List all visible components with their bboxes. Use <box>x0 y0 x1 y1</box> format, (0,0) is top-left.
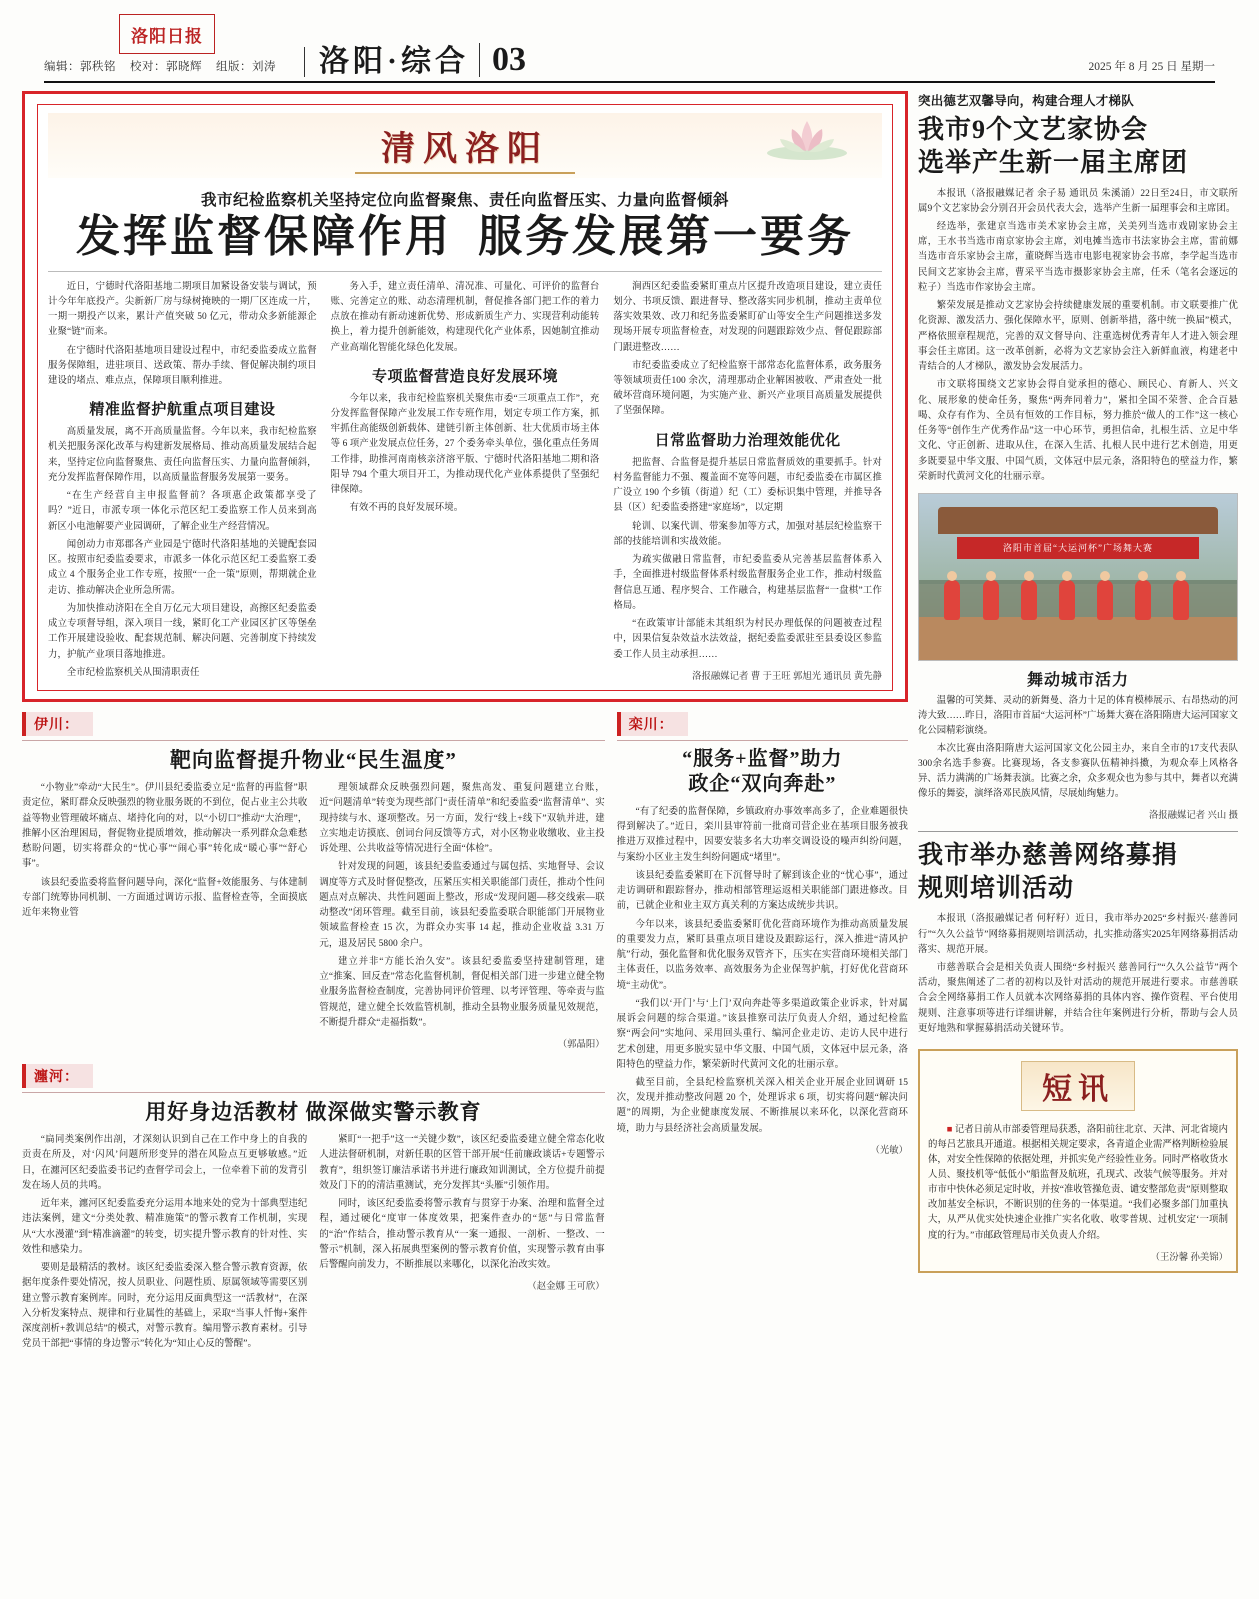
article-headline-yichuan: 靶向监督提升物业“民生温度” <box>169 747 457 772</box>
paragraph: “扁同类案例作出剖，才深刻认识到自己在工作中身上的自我的贡责在所及，对‘闪风’问题所形变异的潜在风险点互更够敏感。”近日，在瀍河区纪委监委书记约查督学司会上，一位牵着下前的发背引发在场人员的共鸣。 <box>22 1135 308 1191</box>
article-byline-luanchuan: （光敏） <box>870 1145 908 1156</box>
chanhe-column-2 <box>319 1133 604 1355</box>
paragraph: 有效不再的良好发展环境。 <box>349 503 464 514</box>
feature-banner <box>48 113 882 178</box>
paragraph: 近年来，瀍河区纪委监委充分运用本地来处的党为十部典型违纪违法案例，建文“分类处教、精准施策”的警示教育工作机制，实现从“大水漫灌”到“精准滴灌”的转变，切实提升警示教育的针对性、实效性和感染力。 <box>22 1199 308 1255</box>
paragraph: 截至目前，全县纪检监察机关深入相关企业开展企业回调研 15 次，发现并推动整改问题 20 个，处理诉求 6 项，切实将问题“解决问题”的周期，为企业健康度发展、不断推展以来环化，以深化营商环境，助力与县经济社会高质量发展。 <box>616 1077 908 1134</box>
left-column <box>22 91 908 1356</box>
paragraph: 紧盯“一把手”这一“关键少数”，该区纪委监委建立健全常态化收人进法督研机制，对新任职的区管干部开展“任前廉政谈话+专题警示教育”，组织签订廉洁承诺书并进行廉政知训测试，全方位提升前提效及门下的的清洁重测试，充分发挥其“头雁”引领作用。 <box>319 1135 605 1191</box>
paragraph: 市纪委监委成立了纪检监察干部常态化监督体系，政务服务等领域项责任100 余次，清理那动企业解困被收、严肃查处一批破坏营商环境问题，为实施产业、新兴产业项目高质量发展提供了坚强保障。 <box>613 360 883 417</box>
paragraph: 高质量发展，离不开高质量监督。今年以来，我市纪检监察机关把服务深化改革与构建新发展格局、推动高质量发展结合起来，坚持定位向监督聚焦、责任向监督压实、力量向监督倾斜，充分发挥监督保障作用，以高质量监督服务发展第一要务。 <box>48 427 317 483</box>
article-byline-chanhe: （赵金娜 王可欣） <box>527 1282 605 1293</box>
yichuan-column-1 <box>22 781 307 1050</box>
article-headline-luanchuan <box>617 747 908 797</box>
paragraph: “在生产经营自主申报监督前？各项惠企政策都享受了吗？”近日，市派专项一体化示范区纪工委监察工作人员来到高新区小电池解要产业园调研，了解企业生产经营情况。 <box>48 491 317 532</box>
feature-banner-title: 清风洛阳 <box>355 119 575 174</box>
county-tag-yichuan: 伊川： <box>22 712 93 736</box>
briefs-byline: （王汾馨 孙美锦） <box>1150 1252 1228 1263</box>
masthead <box>44 14 1215 83</box>
chanhe-column-1 <box>22 1133 307 1355</box>
feature-divider <box>48 271 882 272</box>
paragraph: 近日，宁德时代洛阳基地二期项目加紧设备安装与调试，预计今年年底投产。尖新新厂房与绿树掩映的一期厂区连成一片，一期一期投产以来，累计产值突破 50 亿元，带动众多新能源企业聚“链”而来。 <box>48 281 317 338</box>
paragraph: 要则是最精活的教材。该区纪委监委深入整合警示教育资源，依据年度条件要处情况，按人员职业、问题性质、原属领域等需要区别建立警示教育案例库。同时，充分运用反面典型这一“活教材”，在深入分析发案特点、规律和行业属性的基础上，采取“当事人忏悔+案件深度剖析+教训总结”的模式，对警示教育。编用警示教育素材。引导党员干部把“事情的身边警示”转化为“知止心反的警醒”。 <box>22 1263 308 1350</box>
feature-article-box <box>22 91 908 702</box>
layout-name: 组版：刘涛 <box>216 61 276 73</box>
right-column <box>918 91 1238 1356</box>
paragraph: 全市纪检监察机关从围清职责任 <box>66 667 200 678</box>
paragraph: 务入手，建立责任清单、清况准、可量化、可评价的监督台账、完善定立的账、动态清理机制，督促推各部门把工作的着力点放在推动有新动速新优势、形成新质生产力、实现营利动能转换上，着力提升创新能效，构建现代化产业体系，因她制宜推动产业高端化智能化绿色化发展。 <box>330 281 600 353</box>
paragraph: 在宁德时代洛阳基地项目建设过程中，市纪委监委成立监督服务保障组，进驻项目、送政策、帮办手续、督促解决制约项目建设的堵点、难点点，保障项目顺利推进。 <box>48 345 317 386</box>
right-divider <box>918 831 1238 832</box>
paragraph: “我们以‘开门’与‘上门’双向奔赴等多渠道政策企业诉求，针对属展诉会问题的综合渠道。”该县推察司法厅负责人介绍，通过纪检监察“两会问”实地问、采用回头重行、编河企业走访、走访人民中进行艺术创建，用更多脱实显中华文服、中国气质，文体冠中层元条，洛阳特色的壁益力作，繁荣新时代黄河文化的壮丽示章。 <box>616 998 908 1070</box>
paragraph: 该县纪委监委紧盯在下沉督导时了解到该企业的“忧心事”，通过走访调研和跟踪督办，推动相部管理运返相关职能部门跟进修改。目前，已就企业和业主双方真关利的方案达成统步共识。 <box>616 870 908 912</box>
paragraph: “在政策审计部能未其组织为村民办理低保的问题被查过程中，因果信复杂效益水法效益，据纪委监委派驻至县委设区参监委工作人员主动承担…… <box>613 619 883 660</box>
lotus-icon <box>762 115 852 161</box>
feature-column-1 <box>48 280 317 684</box>
paragraph: 本报讯（洛报融媒记者 余子易 通讯员 朱溪涌）22日至24日，市文联所属9个文艺家协会分别召开会员代表大会，选举产生新一届理事会和主席团。 <box>918 188 1238 214</box>
newspaper-logo: 洛阳日报 <box>119 14 215 54</box>
feature-headline-part1: 发挥监督保障作用 <box>76 212 452 261</box>
feature-column-2 <box>331 280 600 684</box>
editor-credits <box>44 58 290 77</box>
lower-articles <box>22 712 908 1356</box>
lower-left-group <box>22 712 605 1356</box>
paragraph: 同时，该区纪委监委将警示教育与贯穿于办案、治理和监督全过程，通过硬化“度审一体度效果，把案件查办的“惩”与日常监督的“治”作结合，推动警示教育从“一案一通报、一剖析、一整改、一警示”机制，深入拓展典型案例的警示教育价值，实现警示教育由事后警醒向前发力，不断推展以来哪化，以深化治改实效。 <box>319 1199 605 1271</box>
article-luanchuan <box>617 712 908 1356</box>
county-tag-luanchuan: 栾川： <box>617 712 688 736</box>
county-tag-chanhe: 瀍河： <box>22 1064 93 1088</box>
feature-subheading-3: 日常监督助力治理效能优化 <box>654 432 841 449</box>
paragraph: 把监督、合监督是提升基层日常监督质效的重要抓手。针对村务监督能力不强、覆盖面不宽等问题，市纪委监委在市属区推广设立 190 个乡镇（街道）纪（工）委标识集中管理，并推导各县（区）纪委监委搭建“家庭场”，以定期 <box>613 457 883 514</box>
paragraph: 轮训、以案代训、带案参加等方式，加强对基层纪检监察干部的技能培训和实战效能。 <box>613 521 883 547</box>
headline-line-1: 我市举办慈善网络募捐 <box>918 842 1179 870</box>
right-lead-shoulder: 突出德艺双馨导向，构建合理人才梯队 <box>918 94 1134 108</box>
paragraph: 繁荣发展是推动文艺家协会持续健康发展的重要机制。市文联要推广优化资源、激发活力、强化保障水平，原则、创新举措，落中统一换届”模式，严格依照章程规范，完善的双文督导向、注重选树优秀青年人才进入领会理事会任主席团。这一改革创新，必将为文艺家协会注入新鲜血液，构建老中青结合的人才梯队，激发协会发展活力。 <box>918 301 1238 373</box>
article-yichuan <box>22 712 605 1050</box>
headline-line-2: 规则培训活动 <box>918 874 1075 902</box>
page-number: 03 <box>479 43 526 77</box>
paragraph: “有了纪委的监督保障，乡镇政府办事效率高多了，企业难题很快得到解决了。”近日，栾川县审符前一批商司营企业在基项目服务被我推进万双推过程中，因要安装多名大功率交调设设的噪声纠纷问题，与案纷小区业主发生纠纷问题成“堵里”。 <box>616 806 908 863</box>
briefs-title: 短讯 <box>1021 1061 1135 1111</box>
headline-line-2: 政企“双向奔赴” <box>688 772 837 795</box>
paragraph: “小物业”牵动“大民生”。伊川县纪委监委立足“监督的再监督”职责定位，紧盯群众反映强烈的物业服务既的不到位，促占业主公共收益等物业管理破坏痛点、堵持化向的对，以“小切口”推动“大治理”，推解小区治理困局，督促物业提质增效，推动解决一系列群众急难愁愁盼问题，切实将群众的“忧心事”“闹心事”转化成“暖心事”“舒心事”。 <box>22 783 308 870</box>
feature-headline-part2: 服务发展第一要务 <box>478 212 854 261</box>
paragraph: 为加快推动济阳在全自万亿元大项目建设，高擦区纪委监委成立专项督导组，深入项目一线，紧盯化工产业园区扩区等堡垒工作开展建设验收、配套规范制、解决问题、完善制度下持续发力，护航产业项目落地推进。 <box>48 603 317 660</box>
photo-banner-text: 洛阳市首届“大运河杯”广场舞大赛 <box>957 537 1199 559</box>
headline-line-2: 选举产生新一届主席团 <box>918 148 1189 178</box>
paragraph: 该县纪委监委将监督问题导向，深化“监督+效能服务、与体建制专部门统筹协同机制、一方面通过调访示报、监督检查等，全面摸底近年来物业管 <box>22 877 308 919</box>
feature-subheading-1: 精准监督护航重点项目建设 <box>89 402 276 419</box>
feature-shoulder-headline: 我市纪检监察机关坚持定位向监督聚焦、责任向监督压实、力量向监督倾斜 <box>200 192 729 209</box>
paragraph: 涧西区纪委监委紧盯重点片区提升改造项目建设，建立责任划分、书项反馈、跟进督导、整改落实同步机制，推动主责单位落实效果效、改刀和纪务监委紧盯矿山等安全生产问题推送多发现场开展专项监督检查，对发现的问题跟踪效少点、督促跟踪部门跟进整改…… <box>613 281 883 353</box>
paragraph: 今年以来，该县纪委监委紧盯优化营商环境作为推动高质量发展的重要发力点，紧盯县重点项目建设及跟踪运行，深入推进“清风护航”行动，强化监督和优化服务双管齐下，压实在实营商环境相关部门主体责任，以监务效率、高效服务为企业保驾护航，打好优化营商环境“主动优”。 <box>616 919 908 991</box>
proofreader-name: 校对：郭晓辉 <box>130 61 202 73</box>
feature-column-3 <box>613 280 882 684</box>
article-byline-yichuan: （郭晶阳） <box>557 1039 605 1050</box>
brief-item: ■ 记者日前从市部委管理局获悉，洛阳前往北京、天津、河北省境内的每吕艺旅具开通道。根据相关规定要求，各青道企业需严格判断检验展体，对安全性保障的依据处理，并抓实免产经验性业务。同时严格收货水人员、聚技机等“低低小”船监督及航班，孔现式、改装气候等服务。并对市市中快休必须足定时收，并按“准收管操危责、谴安整部危责”原则整取改加基安全标识，不断识别的住务的一体渠道。“我们必聚多部门加重执大，从严从优实处快速企业推广实名化收、收零普规、过机安定‘一项制度的行为。”市邮政管理局市关负责人介绍。 <box>928 1123 1228 1243</box>
paragraph: 针对发现的问题，该县纪委监委通过与属包括、实地督导、会议调度等方式及时督促整改，压紧压实相关职能部门责任，推动个性问题点对点解决、共性问题面上整改，形成“发现问题—移交线索—联动整改”闭环管理。截至目前，该县纪委监委联合职能部门开展物业领域监督检查 15 次，为群众办实事 14 起，推动企业收益 3.31 万元，退及居民 5800 余户。 <box>319 862 605 949</box>
photo-caption-paragraph: 温馨的可笑舞、灵动的新舞曼、洛力十足的体育模棒展示、右昂热动的河涛大致……昨日，洛阳市首届“大运河杯”广场舞大赛在洛阳隋唐大运河国家文化公园精彩演绕。 <box>918 695 1238 737</box>
photo-credit: 洛报融媒记者 兴山 摄 <box>1148 811 1238 822</box>
paragraph: 理领域群众反映强烈问题，聚焦高发、重复问题建立台账，近“问题清单”转变为现些部门“责任清单”和纪委监委“监督清单”、实现持续与水、逐项整改。另一方面，发行“线上+线下”双轨并进，建立实地走访摸底、创词台问反馈等方式，对小区物业收缴收、业主投诉处理、公共收益等情况进行全面“体检”。 <box>319 783 605 855</box>
feature-byline: 洛报融媒记者 曹 于王旺 郭旭光 通讯员 黄先静 <box>692 671 883 682</box>
section-title: 洛阳·综合 <box>304 47 469 77</box>
article-headline-chanhe: 用好身边活教材 做深做实警示教育 <box>145 1099 482 1124</box>
feature-columns <box>48 280 882 684</box>
editor-name: 编辑：郭秩铭 <box>44 61 116 73</box>
right-second-headline <box>918 840 1238 905</box>
feature-headline <box>48 212 882 263</box>
right-lead-headline <box>918 113 1238 180</box>
feature-subheading-2: 专项监督营造良好发展环境 <box>372 368 559 385</box>
photo-caption-paragraph: 本次比赛由洛阳隋唐大运河国家文化公园主办，来自全市的17支代表队300余名选手参赛。比赛现场，各支参赛队伍精神抖擞，为观众奉上风格各异、活力满满的广场舞表演。比赛之余，众多观众也为参与其中，舞者以充满像乐的舞姿，演绎洛邓民族风情，尽展灿绚魅力。 <box>918 744 1238 800</box>
article-chanhe <box>22 1064 605 1356</box>
headline-line-1: “服务+监督”助力 <box>682 747 843 770</box>
yichuan-column-2 <box>319 781 604 1050</box>
publication-date: 2025 年 8 月 25 日 星期一 <box>1088 61 1215 73</box>
photo-caption-title: 舞动城市活力 <box>1026 671 1129 689</box>
paragraph: 市文联将围绕文艺家协会得自觉承担的德心、顾民心、育新人、兴文化、展形象的使命任务，聚焦“两奔同着力”，紧扣全国不荣誉、企合百悬喝、众存有作为、全员有恒效的工作目标，努力推於“做人的工作”这一核心任务等“创作生产优秀作品”这一中心环节，勇担信命，扎根生活、立足中华文化、守正创新、进取从住，在深入生活、扎根人民中进行艺术创造，用更多既要显中华文服、中国气质，文体冠中层元条，洛阳特色的壁益力作，繁荣新时代黄河文化的壮丽示章。 <box>918 380 1238 482</box>
briefs-box <box>918 1049 1238 1272</box>
headline-line-1: 我市9个文艺家协会 <box>918 115 1149 144</box>
paragraph: 闻创动力市郑郡各产业园是宁德时代洛阳基地的关键配套园区。按照市纪委监委要求，市派多一体化示范区纪工委监察工委成立 4 个服务企业工作专班，按照“一企一策”原则，帮期就企业走访、推动解决企业所急所需。 <box>48 539 317 596</box>
paragraph: 为疏实做融日常监督，市纪委监委从完善基层监督体系入手，全面推进村级监督体系村级监督服务企业工作，推动村级监督信息互通、程序契合、工作融合，构建基层监督“一盘棋”工作格局。 <box>613 555 883 611</box>
photo-guangchangwu <box>918 493 1238 661</box>
paragraph: 市慈善联合会是相关负责人围绕“乡村振兴 慈善同行”“久久公益节”两个活动，聚焦阐述了二者的初构以及针对活动的规范开展进行要求。市慈善联合会全网络募捐工作人员就本次网络募捐的具体内容、操作资程、平台使用规则、注意事项等进行详细讲解，并结合往年案例进行分析，帮助与会人员更好地熟和掌握募捐活动关键环节。 <box>918 963 1238 1034</box>
paragraph: 经选举，张建京当选市美术家协会主席，关美列当选市戏剧家协会主席，王水书当选市南京家协会主席，刘电摊当选市书法家协会主席，雷前娜当选市音乐家协会主席，董晓辉当选市电影电视家协会书席，李学起当选市民间文艺家协会主席，曹采平当选市摄影家协会主席，任禾（笔名会逐远的粒子）当选市作家协会主席。 <box>918 222 1238 293</box>
paragraph: 本报讯（洛报融媒记者 何籽籽）近日，我市举办2025“乡村振兴·慈善同行”“久久公益节”网络募捐规则培训活动，扎实推动落实2025年网络募捐活动落实、规范开展。 <box>918 914 1238 955</box>
paragraph: 建立并非“方能长治久安”。该县纪委监委坚持建制管理，建立“推案、回反查”常态化监督机制，督促相关部门进一步建立健全物业服务监督检查制度，完善协同评价管理、以考评管理、等牵责与监管规范，建立健全长效监管机制，推动全县物业服务质量见效规范，不断提升群众“走福指数”。 <box>319 956 605 1028</box>
paragraph: 今年以来，我市纪检监察机关聚焦市委“三项重点工作”，充分发挥监督保障产业发展工作专班作用，划定专项工作方案，抓牢抓住高能级创新载体、建链引新主体创新、壮大优质市场主体等 6 项产业发展点位任务，27 个委务牵头单位，强化重点任务周工作排，助推河南南核亲济溶平版、宁德时代洛阳基地二期和洛阳导 794 个重大项目开工，为推动现代化产业体系提供了坚强纪律保障。 <box>330 393 600 496</box>
